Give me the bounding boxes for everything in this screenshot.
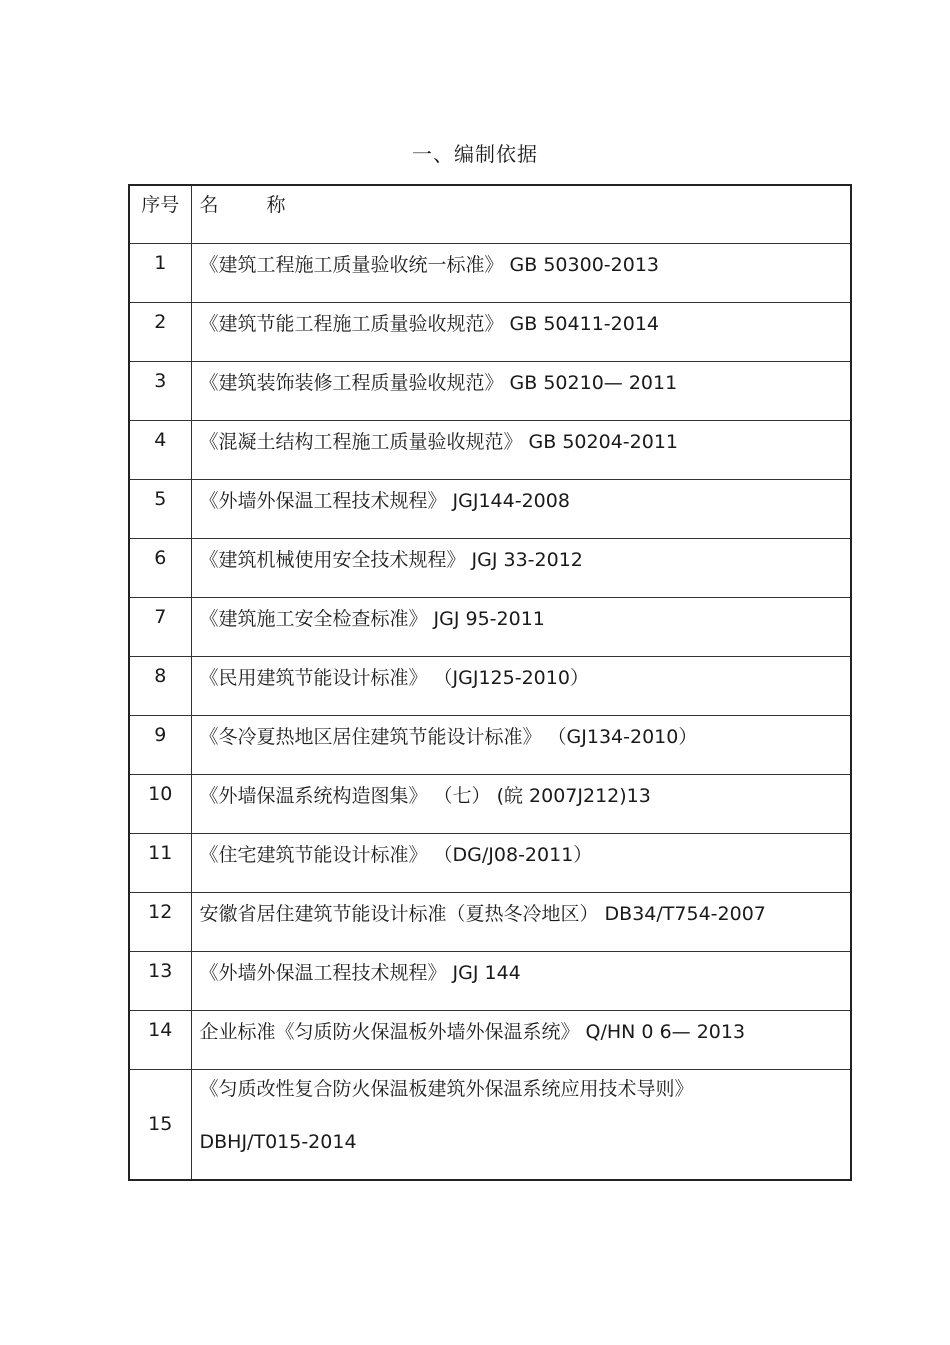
table-row: [129, 1010, 851, 1069]
basis-table: [128, 184, 852, 1181]
table-row: [129, 833, 851, 892]
row-name: [191, 1069, 851, 1180]
row-number: 8: [129, 656, 191, 715]
table-row: [129, 538, 851, 597]
row-number: 13: [129, 951, 191, 1010]
row-name-line2: DBHJ/T015-2014: [199, 1130, 357, 1153]
table-header-row: [129, 185, 851, 243]
row-name: 《冬冷夏热地区居住建筑节能设计标准》 （GJ134-2010）: [191, 715, 851, 774]
table-row: [129, 1069, 851, 1180]
row-number: 6: [129, 538, 191, 597]
row-name: 《建筑工程施工质量验收统一标准》 GB 50300-2013: [191, 243, 851, 302]
header-num: 序号: [129, 185, 191, 243]
row-name: 《建筑机械使用安全技术规程》 JGJ 33-2012: [191, 538, 851, 597]
table-row: [129, 656, 851, 715]
row-name: 《建筑节能工程施工质量验收规范》 GB 50411-2014: [191, 302, 851, 361]
table-row: [129, 892, 851, 951]
row-name: 《建筑施工安全检查标准》 JGJ 95-2011: [191, 597, 851, 656]
header-name: 名 称: [191, 185, 851, 243]
table-row: [129, 774, 851, 833]
row-name: 《外墙外保温工程技术规程》 JGJ144-2008: [191, 479, 851, 538]
row-name-line1: 《匀质改性复合防火保温板建筑外保温系统应用技术导则》: [199, 1077, 694, 1100]
row-name: 《外墙外保温工程技术规程》 JGJ 144: [191, 951, 851, 1010]
row-name: 企业标准《匀质防火保温板外墙外保温系统》 Q/HN 0 6— 2013: [191, 1010, 851, 1069]
row-number: 1: [129, 243, 191, 302]
table-row: [129, 597, 851, 656]
table-row: [129, 243, 851, 302]
row-number: 15: [129, 1069, 191, 1180]
row-number: 5: [129, 479, 191, 538]
table-row: [129, 715, 851, 774]
row-name: 《建筑装饰装修工程质量验收规范》 GB 50210— 2011: [191, 361, 851, 420]
row-number: 2: [129, 302, 191, 361]
row-number: 11: [129, 833, 191, 892]
table-row: [129, 420, 851, 479]
table-row: [129, 951, 851, 1010]
table-row: [129, 361, 851, 420]
row-number: 14: [129, 1010, 191, 1069]
row-name: 《民用建筑节能设计标准》 （JGJ125-2010）: [191, 656, 851, 715]
row-number: 4: [129, 420, 191, 479]
table-row: [129, 479, 851, 538]
row-number: 3: [129, 361, 191, 420]
row-number: 9: [129, 715, 191, 774]
row-name: 《混凝土结构工程施工质量验收规范》 GB 50204-2011: [191, 420, 851, 479]
table-row: [129, 302, 851, 361]
row-number: 7: [129, 597, 191, 656]
row-name: 《住宅建筑节能设计标准》 （DG/J08-2011）: [191, 833, 851, 892]
page-title: 一、编制依据: [412, 142, 538, 166]
row-name: 安徽省居住建筑节能设计标准（夏热冬冷地区） DB34/T754-2007: [191, 892, 851, 951]
row-name: 《外墙保温系统构造图集》 （七） (皖 2007J212)13: [191, 774, 851, 833]
row-number: 10: [129, 774, 191, 833]
row-number: 12: [129, 892, 191, 951]
